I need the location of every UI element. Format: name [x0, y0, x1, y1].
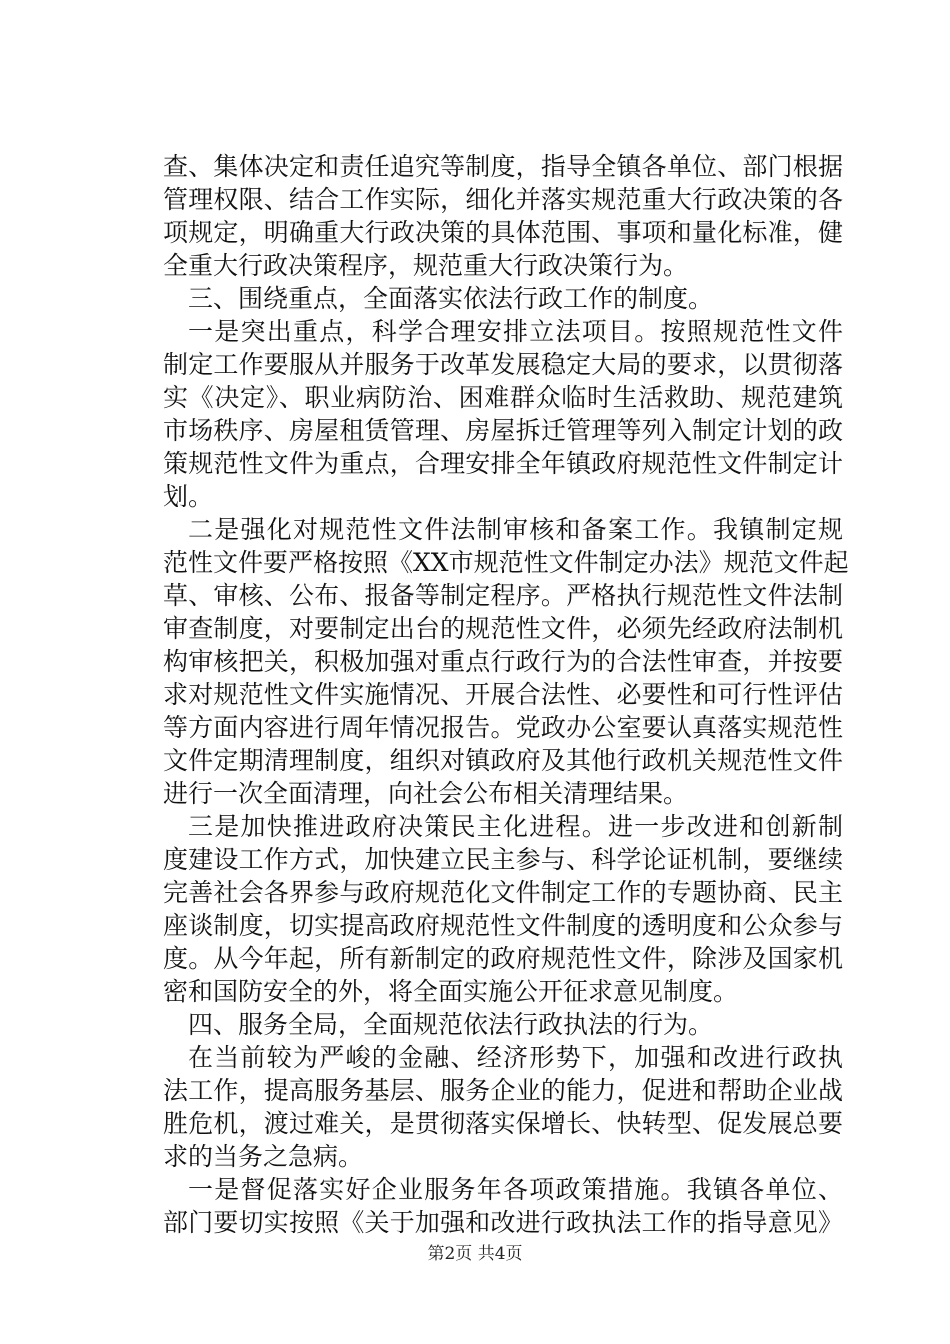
text-line: 座谈制度，切实提高政府规范性文件制度的透明度和公众参与: [163, 911, 843, 940]
text-line: 一是督促落实好企业服务年各项政策措施。我镇各单位、: [188, 1175, 843, 1204]
text-line: 全重大行政决策程序，规范重大行政决策行为。: [163, 251, 689, 280]
text-line: 二是强化对规范性文件法制审核和备案工作。我镇制定规: [188, 515, 843, 544]
text-line: 实《决定》、职业病防治、困难群众临时生活救助、规范建筑: [163, 383, 843, 412]
text-line: 划。: [163, 482, 214, 511]
document-body: [163, 150, 849, 1239]
text-line: 进行一次全面清理，向社会公布相关清理结果。: [163, 779, 689, 808]
text-line: 构审核把关，积极加强对重点行政行为的合法性审查，并按要: [163, 647, 843, 676]
text-line: 求的当务之急病。: [163, 1142, 364, 1171]
text-line: 管理权限、结合工作实际，细化并落实规范重大行政决策的各: [163, 185, 843, 214]
text-line: 求对规范性文件实施情况、开展合法性、必要性和可行性评估: [163, 680, 843, 709]
text-line: 四、服务全局，全面规范依法行政执法的行为。: [188, 1010, 714, 1039]
text-line: 部门要切实按照《关于加强和改进行政执法工作的指导意见》: [163, 1208, 843, 1237]
text-line: 三是加快推进政府决策民主化进程。进一步改进和创新制: [188, 812, 843, 841]
text-line: 制定工作要服从并服务于改革发展稳定大局的要求，以贯彻落: [163, 350, 843, 379]
text-line: 一是突出重点，科学合理安排立法项目。按照规范性文件: [188, 317, 843, 346]
text-line: 三、围绕重点，全面落实依法行政工作的制度。: [188, 284, 714, 313]
text-line: 度。从今年起，所有新制定的政府规范性文件，除涉及国家机: [163, 944, 843, 973]
text-line: 胜危机，渡过难关，是贯彻落实保增长、快转型、促发展总要: [163, 1109, 843, 1138]
text-line: 文件定期清理制度，组织对镇政府及其他行政机关规范性文件: [163, 746, 843, 775]
text-line: 在当前较为严峻的金融、经济形势下，加强和改进行政执: [188, 1043, 843, 1072]
text-line: 项规定，明确重大行政决策的具体范围、事项和量化标准，健: [163, 218, 843, 247]
text-line: 草、审核、公布、报备等制定程序。严格执行规范性文件法制: [163, 581, 843, 610]
text-line: 度建设工作方式，加快建立民主参与、科学论证机制，要继续: [163, 845, 843, 874]
text-line: 完善社会各界参与政府规范化文件制定工作的专题协商、民主: [163, 878, 843, 907]
page-footer: 第2页 共4页: [427, 1244, 523, 1264]
text-line: 密和国防安全的外，将全面实施公开征求意见制度。: [163, 977, 739, 1006]
text-line: 范性文件要严格按照《XX市规范性文件制定办法》规范文件起: [163, 548, 849, 577]
text-line: 审查制度，对要制定出台的规范性文件，必须先经政府法制机: [163, 614, 843, 643]
text-line: 查、集体决定和责任追究等制度，指导全镇各单位、部门根据: [163, 152, 843, 181]
text-line: 策规范性文件为重点，合理安排全年镇政府规范性文件制定计: [163, 449, 843, 478]
text-line: 市场秩序、房屋租赁管理、房屋拆迁管理等列入制定计划的政: [163, 416, 843, 445]
text-line: 等方面内容进行周年情况报告。党政办公室要认真落实规范性: [163, 713, 843, 742]
text-line: 法工作，提高服务基层、服务企业的能力，促进和帮助企业战: [163, 1076, 843, 1105]
